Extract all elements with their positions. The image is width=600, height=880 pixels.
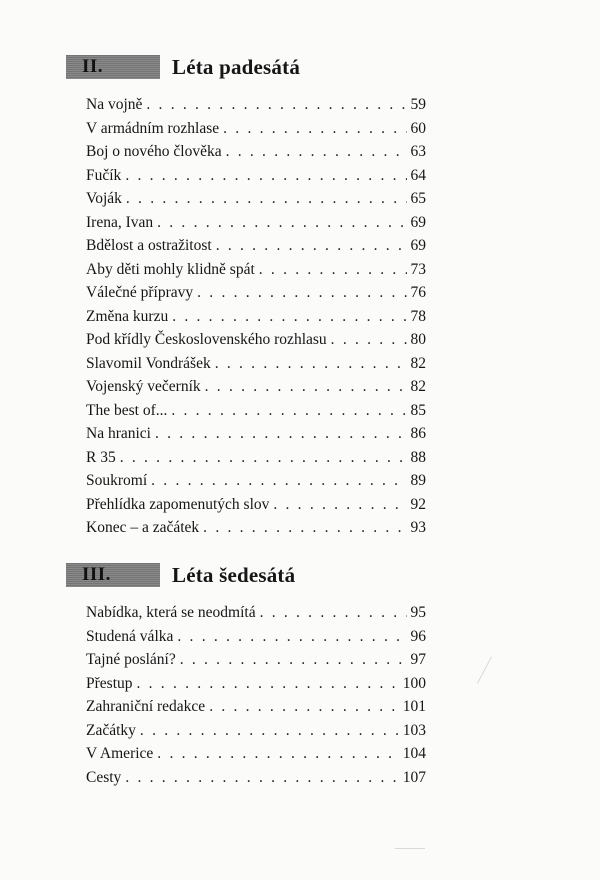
dot-leader [157, 745, 398, 763]
toc-entry-title: V armádním rozhlase [86, 119, 220, 137]
toc-entry-title: Voják [86, 190, 122, 207]
chapter-number-box: II. [66, 55, 160, 79]
toc-entry-title: Válečné přípravy [86, 284, 194, 301]
toc-entry-page: 86 [410, 425, 426, 442]
dot-leader [151, 472, 406, 490]
dot-leader [223, 120, 406, 138]
toc-entry [66, 698, 426, 722]
dot-leader [260, 604, 407, 622]
toc-entry-page: 63 [410, 143, 426, 160]
chapter-heading [66, 52, 426, 82]
dot-leader [180, 651, 407, 669]
toc-entry-title: Konec – a začátek [86, 519, 200, 536]
dot-leader [215, 355, 407, 373]
toc-entry-title: Cesty [86, 768, 122, 786]
toc-entry-page: 89 [410, 472, 426, 489]
toc-entry-page: 64 [410, 166, 426, 184]
dot-leader [171, 402, 406, 420]
toc-entry [66, 628, 426, 652]
toc-entry-title: Vojenský večerník [86, 378, 201, 395]
dot-leader [259, 261, 407, 279]
dot-leader [205, 378, 407, 396]
toc-entry-page: 69 [410, 237, 426, 254]
toc-entry-title: R 35 [86, 448, 116, 466]
toc-entry-title: Irena, Ivan [86, 213, 154, 231]
toc-entry-page: 103 [402, 721, 426, 739]
dot-leader [126, 190, 407, 208]
dot-leader [137, 675, 399, 693]
toc-entry [66, 331, 426, 355]
toc-entry [66, 355, 426, 379]
dot-leader [209, 698, 399, 716]
toc-entry-page: 73 [410, 260, 426, 278]
toc-entry-title: Nabídka, která se neodmítá [86, 604, 256, 621]
toc-list [66, 604, 426, 792]
toc-entry-title: The best of... [86, 401, 168, 419]
toc-entry-page: 100 [402, 674, 426, 692]
dot-leader [177, 628, 406, 646]
dot-leader [203, 519, 406, 537]
dot-leader [226, 143, 407, 161]
toc-entry [66, 284, 426, 308]
toc-entry [66, 214, 426, 238]
toc-entry-page: 97 [410, 651, 426, 668]
toc-entry [66, 604, 426, 628]
toc-entry-title: Studená válka [86, 627, 174, 645]
dot-leader [120, 449, 407, 467]
scan-mark [477, 657, 492, 684]
toc-entry-title: Boj o nového člověka [86, 143, 222, 160]
toc-entry [66, 651, 426, 675]
dot-leader [197, 284, 406, 302]
toc-entry-page: 93 [410, 519, 426, 536]
dot-leader [146, 96, 406, 114]
toc-entry-page: 65 [410, 190, 426, 207]
toc-entry-page: 82 [410, 354, 426, 372]
toc-entry-page: 107 [402, 768, 426, 786]
chapter-section-3 [66, 560, 426, 792]
toc-entry [66, 190, 426, 214]
toc-entry-page: 82 [410, 378, 426, 395]
toc-entry-title: Na hranici [86, 425, 151, 442]
toc-entry-page: 78 [410, 307, 426, 325]
toc-entry-title: Slavomil Vondrášek [86, 354, 211, 372]
toc-entry [66, 769, 426, 793]
toc-entry-page: 80 [410, 331, 426, 348]
chapter-title: Léta šedesátá [172, 562, 296, 587]
dot-leader [140, 722, 399, 740]
toc-entry-page: 59 [410, 96, 426, 113]
toc-entry [66, 143, 426, 167]
toc-entry [66, 237, 426, 261]
toc-entry-title: V Americe [86, 745, 154, 762]
toc-list [66, 96, 426, 543]
toc-entry [66, 308, 426, 332]
toc-entry-title: Přehlídka zapomenutých slov [86, 495, 270, 513]
toc-entry [66, 519, 426, 543]
toc-entry-title: Začátky [86, 721, 136, 739]
toc-entry-title: Přestup [86, 674, 133, 692]
toc-entry-title: Aby děti mohly klidně spát [86, 260, 255, 278]
dot-leader [273, 496, 406, 514]
dot-leader [331, 331, 407, 349]
dot-leader [172, 308, 406, 326]
toc-entry-page: 95 [410, 604, 426, 621]
toc-entry [66, 261, 426, 285]
toc-entry-title: Zahraniční redakce [86, 698, 206, 715]
toc-entry-page: 60 [410, 119, 426, 137]
toc-entry-title: Pod křídly Československého rozhlasu [86, 331, 327, 348]
dot-leader [155, 425, 407, 443]
dot-leader [125, 167, 406, 185]
toc-entry [66, 449, 426, 473]
toc-entry [66, 675, 426, 699]
toc-entry [66, 120, 426, 144]
toc-entry-page: 69 [410, 213, 426, 231]
scan-mark [395, 848, 425, 849]
toc-entry [66, 472, 426, 496]
toc-entry-title: Soukromí [86, 472, 148, 489]
toc-entry-title: Na vojně [86, 96, 143, 113]
toc-entry-page: 96 [410, 627, 426, 645]
toc-entry-page: 104 [402, 745, 426, 762]
chapter-section-2 [66, 52, 426, 543]
toc-entry-page: 85 [410, 401, 426, 419]
toc-entry-title: Fučík [86, 166, 122, 184]
toc-entry-title: Změna kurzu [86, 307, 169, 325]
toc-entry-page: 101 [402, 698, 426, 715]
toc-entry-page: 92 [410, 495, 426, 513]
toc-entry-title: Tajné poslání? [86, 651, 176, 668]
chapter-heading [66, 560, 426, 590]
toc-entry-page: 76 [410, 284, 426, 301]
dot-leader [216, 237, 407, 255]
toc-entry [66, 96, 426, 120]
toc-entry [66, 402, 426, 426]
toc-entry [66, 496, 426, 520]
toc-entry [66, 722, 426, 746]
dot-leader [157, 214, 406, 232]
toc-entry-title: Bdělost a ostražitost [86, 237, 212, 254]
chapter-title: Léta padesátá [172, 54, 301, 79]
chapter-number-box: III. [66, 563, 160, 587]
dot-leader [125, 769, 398, 787]
toc-entry-page: 88 [410, 448, 426, 466]
toc-entry [66, 378, 426, 402]
toc-entry [66, 745, 426, 769]
toc-entry [66, 167, 426, 191]
toc-entry [66, 425, 426, 449]
